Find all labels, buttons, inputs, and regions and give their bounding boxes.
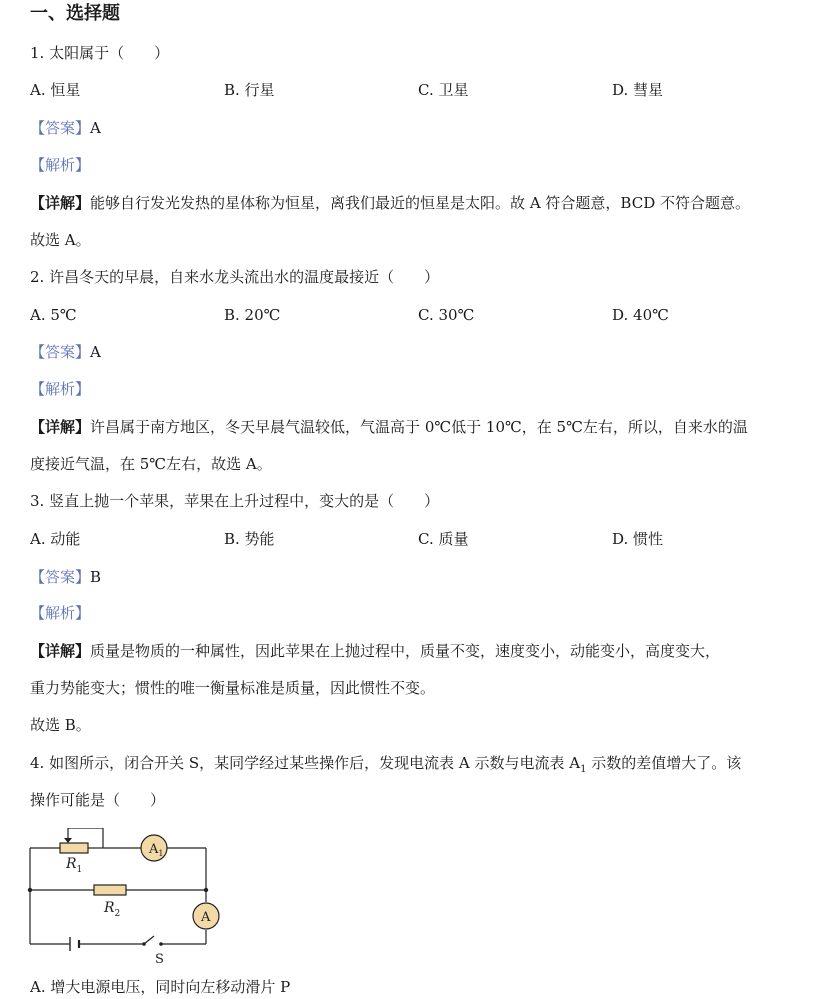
option-b: B. 20℃ bbox=[224, 306, 281, 324]
detail-continuation: 故选 A。 bbox=[30, 231, 91, 249]
detail-continuation: 重力势能变大；惯性的唯一衡量标准是质量，因此惯性不变。 bbox=[30, 679, 436, 697]
switch-icon bbox=[142, 942, 146, 946]
question-3-stem: 3. 竖直上抛一个苹果，苹果在上升过程中，变大的是（ ） bbox=[30, 492, 440, 510]
option-a: A. 动能 bbox=[30, 530, 81, 548]
detail-line: 【详解】能够自行发光发热的星体称为恒星，离我们最近的恒星是太阳。故 A 符合题意，BCD 不符合题意。 bbox=[30, 194, 750, 212]
option-a: A. 恒星 bbox=[30, 81, 81, 99]
section-title: 一、选择题 bbox=[30, 3, 120, 24]
analysis-label: 【解析】 bbox=[30, 604, 91, 622]
question-3-options bbox=[30, 528, 810, 550]
question-1-stem: 1. 太阳属于（ ） bbox=[30, 44, 170, 62]
option-a: A. 5℃ bbox=[30, 306, 77, 324]
resistor-r2 bbox=[94, 885, 126, 895]
option-d: D. 惯性 bbox=[612, 530, 664, 548]
circuit-diagram bbox=[26, 828, 226, 966]
label-a: A bbox=[201, 910, 211, 925]
option-c: C. 30℃ bbox=[418, 306, 475, 324]
label-r2: $R_2$ bbox=[104, 900, 121, 919]
detail-line: 【详解】质量是物质的一种属性，因此苹果在上抛过程中，质量不变，速度变小，动能变小，高度变大， bbox=[30, 642, 721, 660]
question-2-options bbox=[30, 304, 810, 326]
option-d: D. 40℃ bbox=[612, 306, 669, 324]
option-b: B. 势能 bbox=[224, 530, 275, 548]
slider-arrow-icon bbox=[64, 838, 72, 843]
option-c: C. 质量 bbox=[418, 530, 469, 548]
question-1-options bbox=[30, 79, 810, 101]
analysis-label: 【解析】 bbox=[30, 156, 91, 174]
option-d: D. 彗星 bbox=[612, 81, 664, 99]
question-4-option-a: A. 增大电源电压，同时向左移动滑片 P bbox=[30, 978, 291, 996]
detail-continuation: 故选 B。 bbox=[30, 716, 91, 734]
detail-line: 【详解】许昌属于南方地区，冬天早晨气温较低，气温高于 0℃低于 10℃，在 5℃左右，所以，自来水的温 bbox=[30, 418, 748, 436]
option-b: B. 行星 bbox=[224, 81, 275, 99]
label-a1: $A_1$ bbox=[149, 842, 164, 858]
question-4-stem: 4. 如图所示，闭合开关 S，某同学经过某些操作后，发现电流表 A 示数与电流表 $A_1$ 示数的差值增大了。该 bbox=[30, 754, 742, 775]
label-s: S bbox=[155, 952, 164, 966]
answer-line: 【答案】B bbox=[30, 568, 102, 586]
answer-line: 【答案】A bbox=[30, 119, 101, 137]
question-4-stem-continuation: 操作可能是（ ） bbox=[30, 791, 166, 809]
analysis-label: 【解析】 bbox=[30, 380, 91, 398]
label-r1: $R_1$ bbox=[66, 856, 83, 875]
resistor-r1 bbox=[60, 843, 88, 853]
detail-continuation: 度接近气温，在 5℃左右，故选 A。 bbox=[30, 455, 272, 473]
answer-line: 【答案】A bbox=[30, 343, 101, 361]
option-c: C. 卫星 bbox=[418, 81, 469, 99]
question-2-stem: 2. 许昌冬天的早晨，自来水龙头流出水的温度最接近（ ） bbox=[30, 268, 440, 286]
